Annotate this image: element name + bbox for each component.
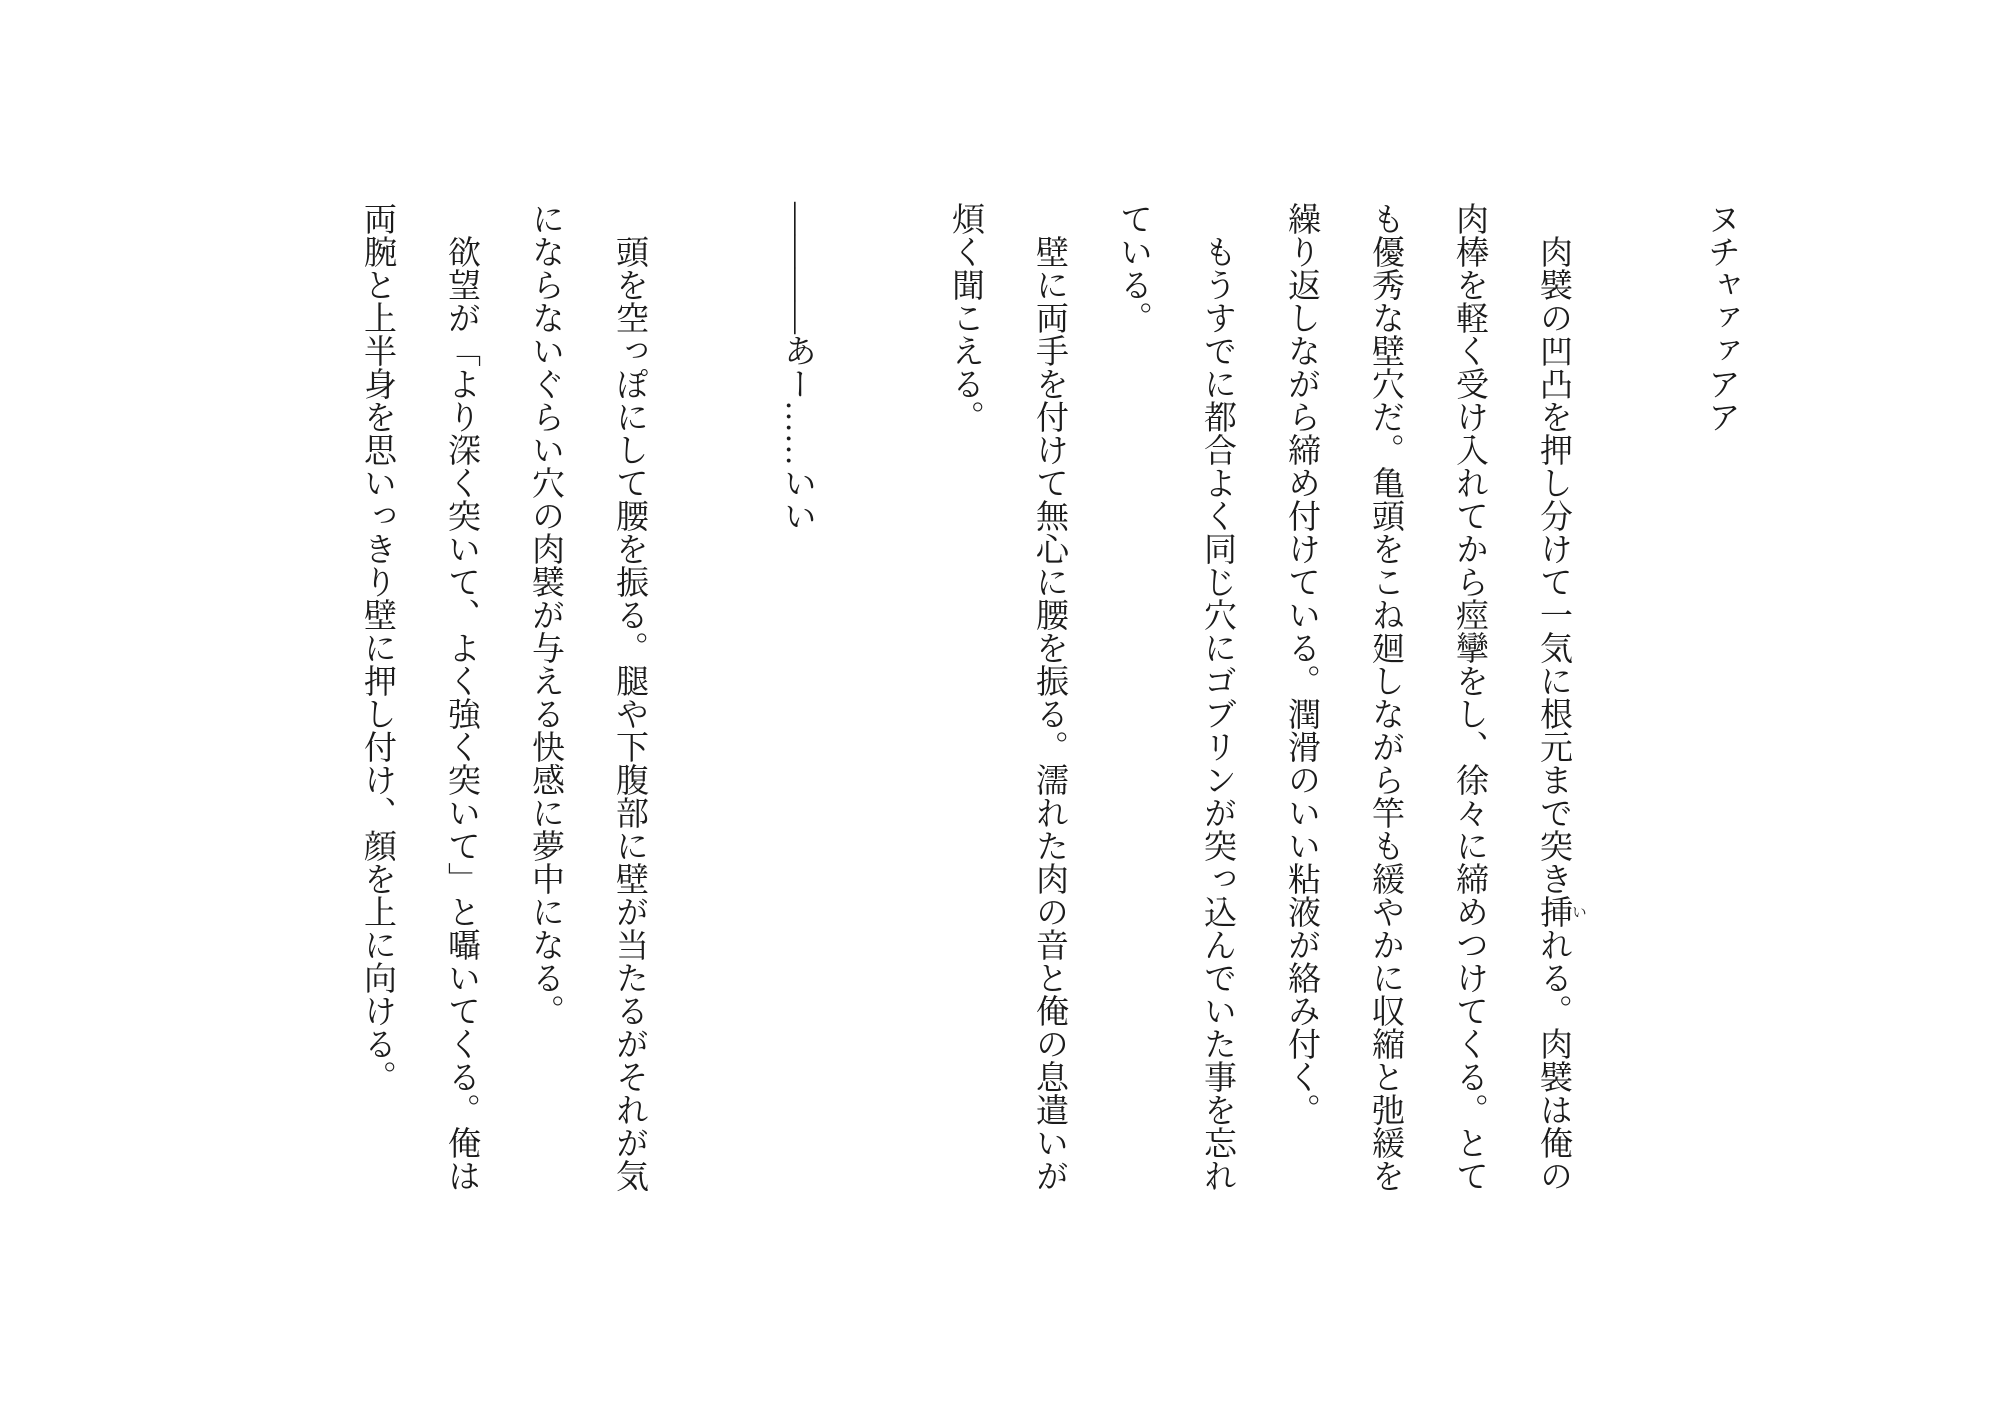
body-line: 肉棒を軽く受け入れてから痙攣をし、徐々に締めつけてくる。とて: [1451, 202, 1487, 1192]
ruby-base: 挿: [1535, 895, 1571, 928]
furigana-text: い: [1570, 895, 1586, 928]
body-line: 両腕と上半身を思いっきり壁に押し付け、顔を上に向ける。: [359, 202, 395, 1093]
body-line: にならないぐらい穴の肉襞が与える快感に夢中になる。: [527, 202, 563, 1027]
blank-line: [1595, 202, 1679, 1194]
body-line: 煩く聞こえる。: [947, 202, 983, 433]
sfx-line: ヌチャァァアア: [1703, 202, 1739, 433]
line-text: れる。肉襞は俺の: [1535, 928, 1571, 1192]
blank-line: [671, 202, 755, 1194]
body-line: 欲望が「より深く突いて、よく強く突いて」と囁いてくる。俺は: [443, 202, 479, 1192]
body-line: [1511, 202, 1595, 1194]
ruby-annotation: [1535, 895, 1586, 928]
blank-line: [839, 202, 923, 1194]
body-line: も優秀な壁穴だ。亀頭をこね廻しながら竿も緩やかに収縮と弛緩を: [1367, 202, 1403, 1192]
body-line: 繰り返しながら締め付けている。潤滑のいい粘液が絡み付く。: [1283, 202, 1319, 1126]
body-line: もうすでに都合よく同じ穴にゴブリンが突っ込んでいた事を忘れ: [1199, 202, 1235, 1192]
line-text: 肉襞の凹凸を押し分けて一気に根元まで突き: [1535, 202, 1571, 895]
body-line: 壁に両手を付けて無心に腰を振る。濡れた肉の音と俺の息遣いが: [1031, 202, 1067, 1192]
body-line: 頭を空っぽにして腰を振る。腿や下腹部に壁が当たるがそれが気: [611, 202, 647, 1192]
dialogue-line: ――――あー……いい: [779, 202, 815, 532]
vertical-text-block: [335, 202, 1763, 1194]
body-line: ている。: [1115, 202, 1151, 334]
